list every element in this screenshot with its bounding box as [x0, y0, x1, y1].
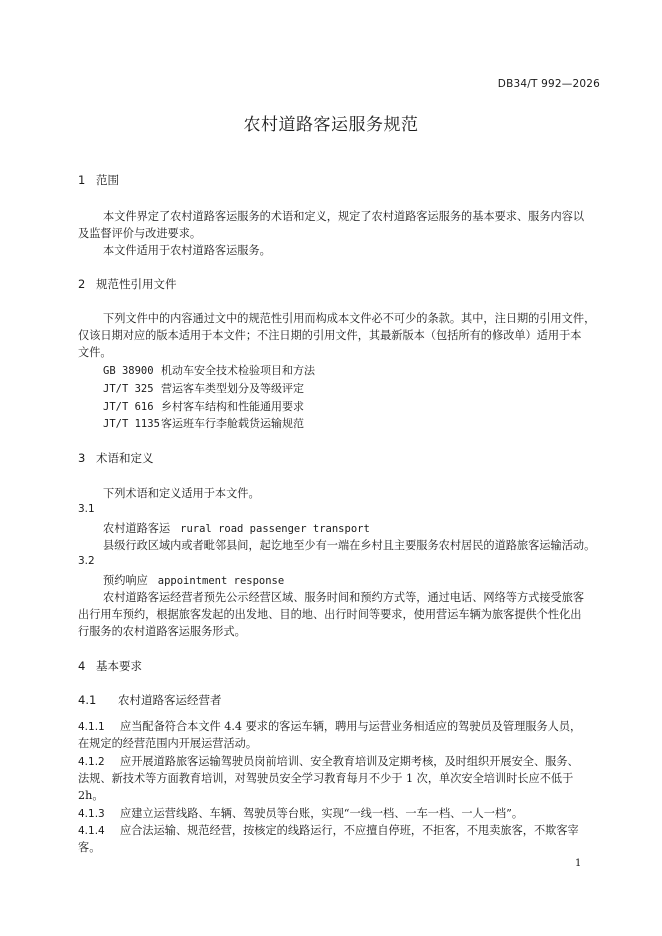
clause-number: 4.1.2 — [78, 756, 105, 768]
definition-line: 出行用车预约，根据旅客发起的出发地、目的地、出行时间等要求，使用营运车辆为旅客提供个性化出 — [78, 608, 582, 621]
term-english: rural road passenger transport — [180, 523, 370, 535]
section-title: 规范性引用文件 — [96, 277, 177, 291]
clause-number: 4.1.1 — [78, 721, 105, 733]
section-title: 范围 — [96, 173, 119, 187]
term-number: 3.1 — [78, 503, 95, 515]
definition-line: 县级行政区域内或者毗邻县间，起讫地至少有一端在乡村且主要服务农村居民的道路旅客运输活动。 — [103, 539, 596, 552]
reference-code: JT/T 616 — [103, 401, 154, 413]
clause-number: 4.1.3 — [78, 808, 105, 820]
paragraph-line: 下列文件中的内容通过文中的规范性引用而构成本文件必不可少的条款。其中，注日期的引用文件， — [103, 312, 596, 325]
paragraph-line: 本文件适用于农村道路客运服务。 — [103, 244, 271, 257]
clause-text: 应当配备符合本文件 4.4 要求的客运车辆，聘用与运营业务相适应的驾驶员及管理服务人员， — [120, 720, 582, 733]
definition-line: 农村道路客运经营者预先公示经营区域、服务时间和预约方式等，通过电话、网络等方式接受旅客 — [103, 591, 585, 604]
paragraph-line: 仅该日期对应的版本适用于本文件；不注日期的引用文件，其最新版本（包括所有的修改单）适用于本 — [78, 329, 582, 342]
document-title: 农村道路客运服务规范 — [243, 115, 419, 135]
term-entry — [103, 520, 370, 536]
paragraph-line: 本文件界定了农村道路客运服务的术语和定义，规定了农村道路客运服务的基本要求、服务内容以 — [103, 210, 585, 223]
term-english: appointment response — [157, 575, 285, 587]
clause-line: 客。 — [78, 841, 101, 854]
definition-line: 行服务的农村道路客运服务形式。 — [78, 625, 246, 638]
paragraph-line: 下列术语和定义适用于本文件。 — [103, 487, 260, 500]
section-number: 1 — [78, 173, 86, 187]
reference-item — [103, 362, 315, 378]
reference-title: 乡村客车结构和性能通用要求 — [161, 400, 304, 413]
subsection-4-1-heading — [78, 692, 222, 708]
section-3-heading — [78, 450, 154, 466]
reference-item — [103, 398, 304, 414]
term-chinese: 预约响应 — [103, 574, 148, 587]
section-2-heading — [78, 276, 177, 292]
reference-code: JT/T 1135 — [103, 418, 160, 430]
section-4-heading — [78, 658, 142, 674]
paragraph-line: 及监督评价与改进要求。 — [78, 227, 202, 240]
term-chinese: 农村道路客运 — [103, 522, 171, 535]
term-number: 3.2 — [78, 555, 95, 567]
clause-text: 应合法运输、规范经营，按核定的线路运行，不应擅自停班，不拒客，不甩卖旅客，不欺客宰 — [120, 824, 579, 837]
paragraph-line: 文件。 — [78, 346, 112, 359]
section-title: 基本要求 — [96, 659, 142, 673]
section-1-heading — [78, 172, 119, 188]
reference-title: 营运客车类型划分及等级评定 — [161, 382, 304, 395]
subsection-title: 农村道路客运经营者 — [118, 693, 222, 707]
reference-item — [103, 415, 304, 431]
subsection-number: 4.1 — [78, 693, 97, 707]
clause-line: 2h。 — [78, 789, 104, 802]
clause-line — [78, 822, 579, 838]
reference-code: JT/T 325 — [103, 383, 154, 395]
reference-title: 机动车安全技术检验项目和方法 — [161, 364, 315, 377]
clause-text: 应开展道路旅客运输驾驶员岗前培训、安全教育培训及定期考核，及时组织开展安全、服务、 — [120, 755, 579, 768]
clause-line — [78, 805, 523, 821]
document-code: DB34/T 992—2026 — [497, 78, 600, 90]
clause-line — [78, 718, 581, 734]
page-number: 1 — [575, 858, 582, 869]
clause-line: 法规、新技术等方面教育培训，对驾驶员安全学习教育每月不少于 1 次，单次安全培训时长应不低于 — [78, 772, 574, 785]
clause-text: 应建立运营线路、车辆、驾驶员等台账，实现“一线一档、一车一档、一人一档”。 — [120, 807, 524, 820]
term-entry — [103, 572, 284, 588]
clause-line: 在规定的经营范围内开展运营活动。 — [78, 737, 258, 750]
section-number: 3 — [78, 451, 86, 465]
reference-code: GB 38900 — [103, 365, 154, 377]
clause-number: 4.1.4 — [78, 825, 105, 837]
section-number: 2 — [78, 277, 86, 291]
section-number: 4 — [78, 659, 86, 673]
reference-item — [103, 380, 304, 396]
clause-line — [78, 753, 579, 769]
reference-title: 客运班车行李舱载货运输规范 — [161, 417, 304, 430]
section-title: 术语和定义 — [96, 451, 154, 465]
